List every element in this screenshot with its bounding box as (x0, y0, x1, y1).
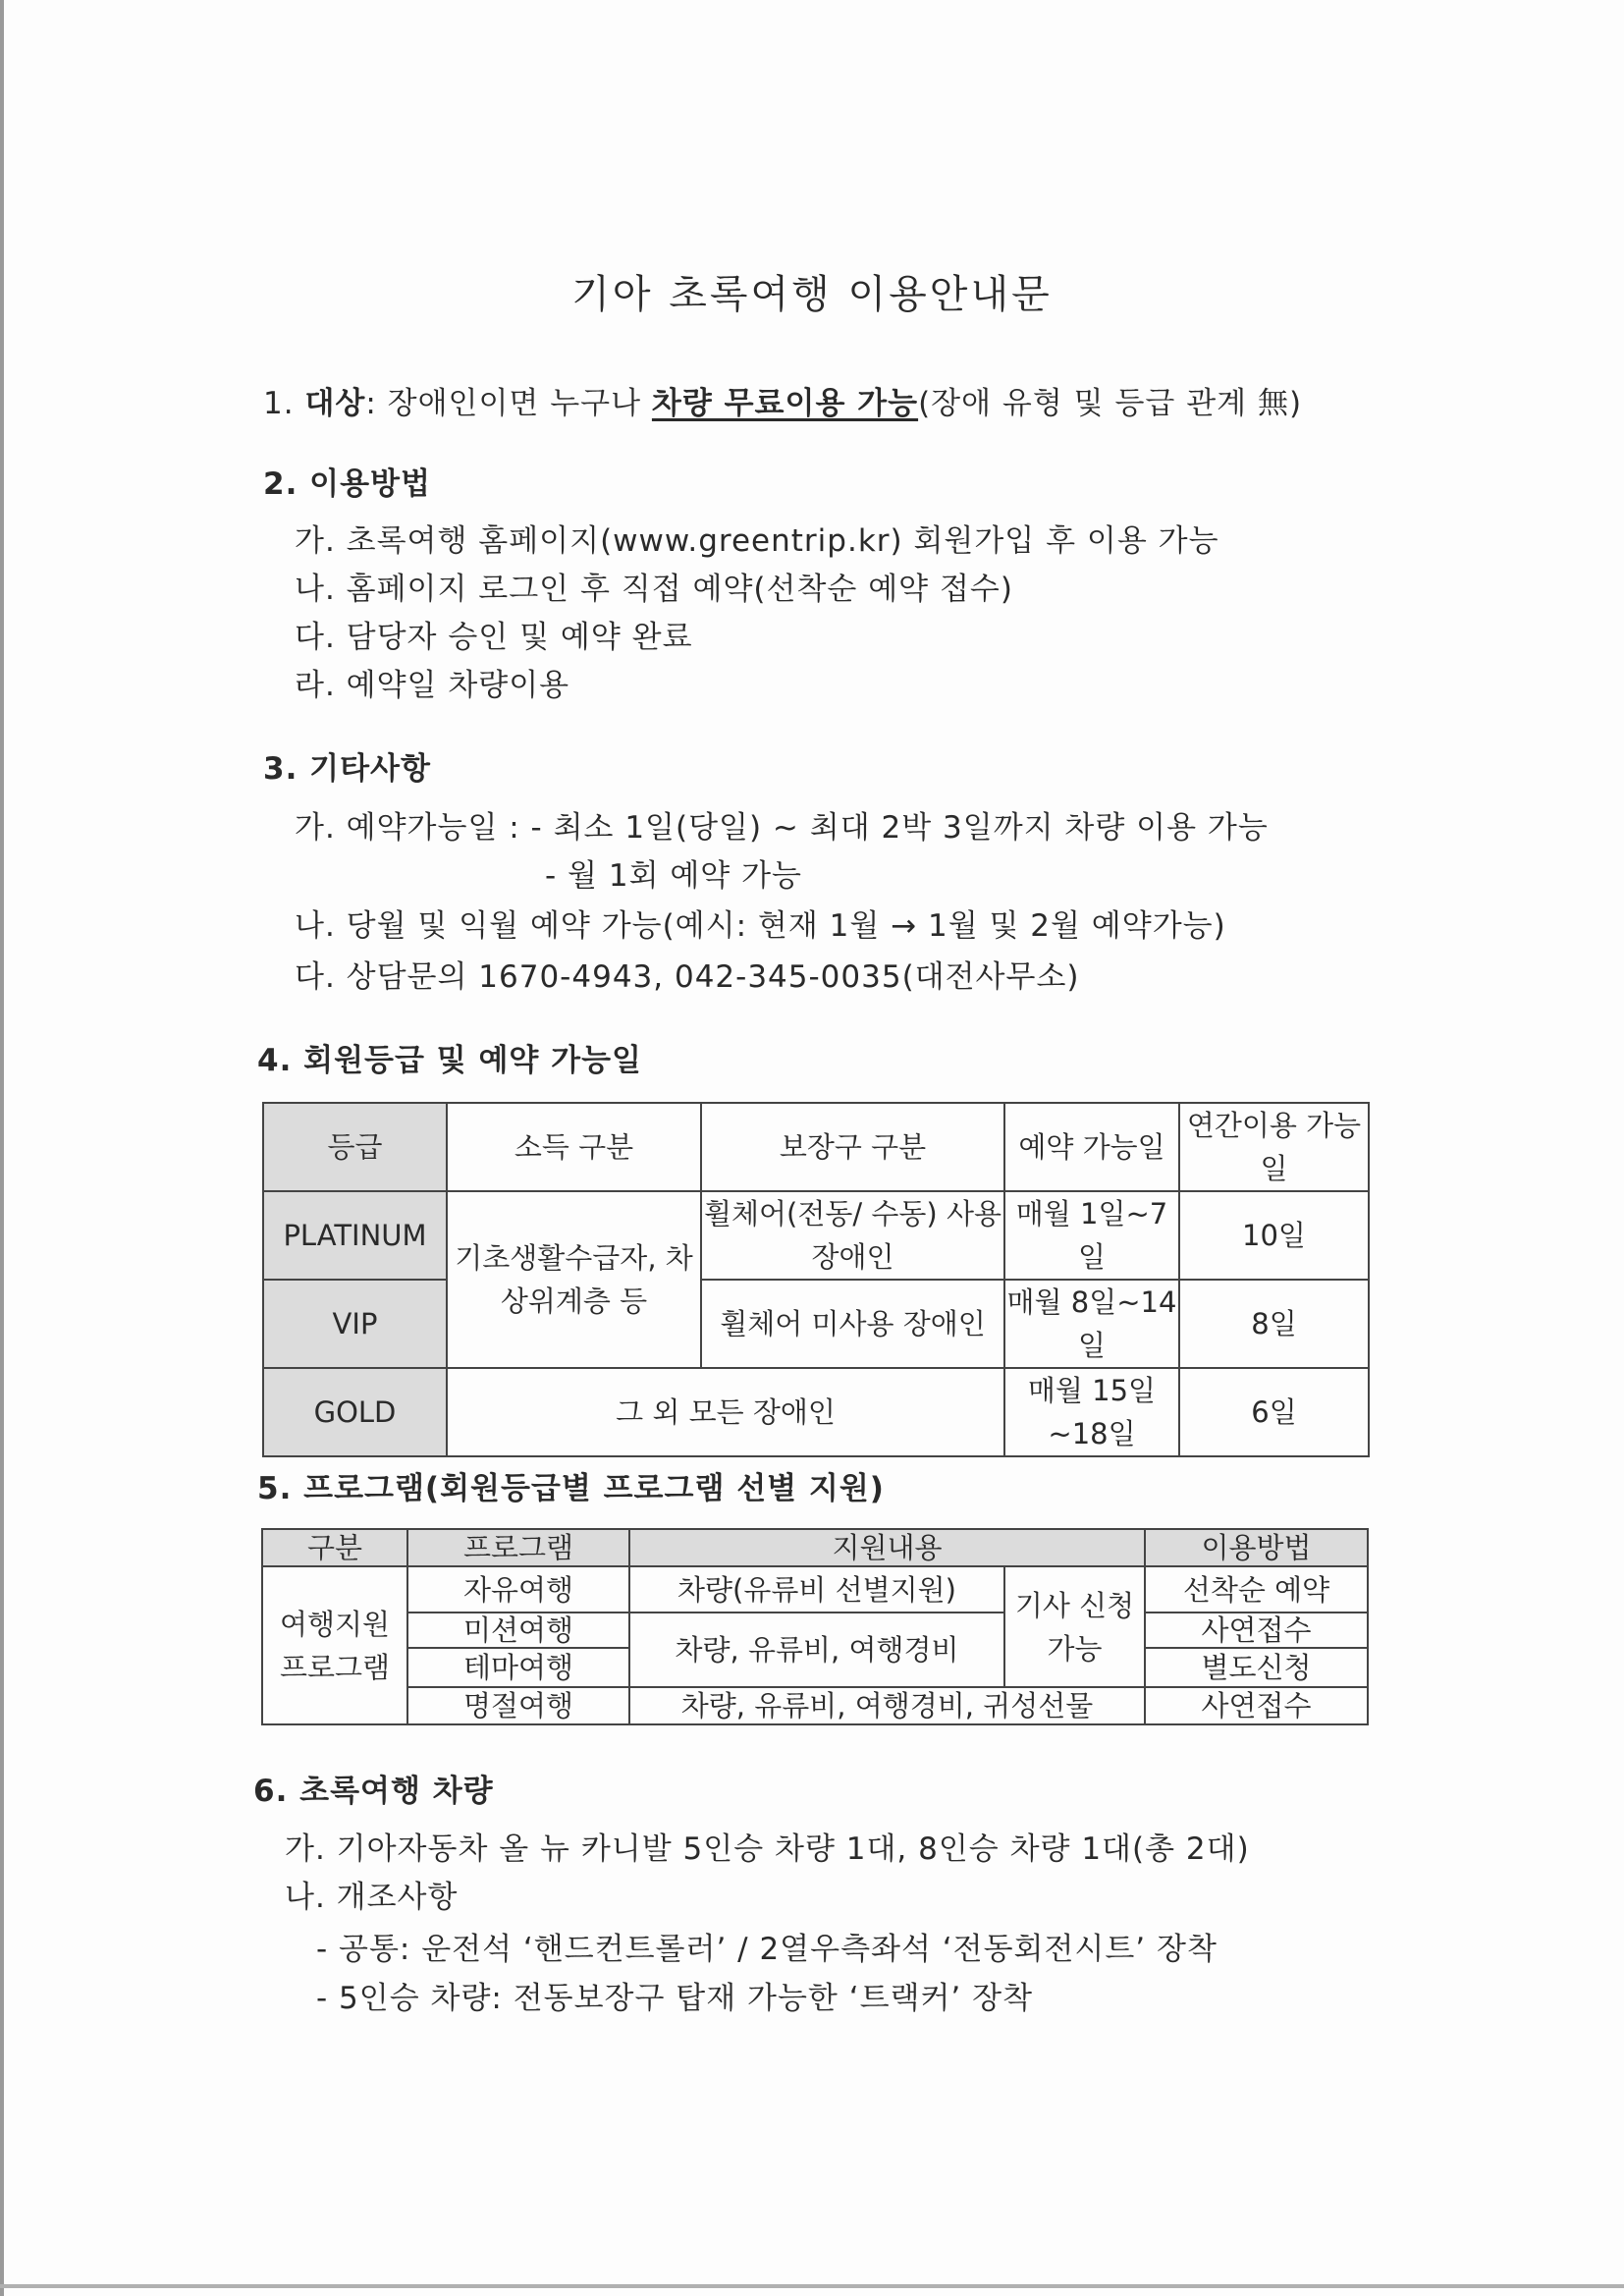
document-title: 기아 초록여행 이용안내문 (571, 272, 1053, 317)
support-cell: 차량, 유류비, 여행경비 (629, 1613, 1004, 1687)
section-2-item: 나. 홈페이지 로그인 후 직접 예약(선착순 예약 접수) (295, 572, 1013, 607)
section-2-item: 가. 초록여행 홈페이지(www.greentrip.kr) 회원가입 후 이용 가능 (295, 523, 1219, 559)
section-3-item: - 월 1회 예약 가능 (545, 858, 803, 894)
header-cell: 지원내용 (629, 1529, 1145, 1566)
period-cell: 매월 8일~14일 (1004, 1280, 1179, 1368)
aid-cell: 휠체어(전동/ 수동) 사용 장애인 (701, 1191, 1004, 1280)
program-cell: 자유여행 (407, 1566, 629, 1613)
table-row (263, 1191, 1369, 1280)
section-3-item: 나. 당월 및 익월 예약 가능(예시: 현재 1월 → 1월 및 2월 예약가능) (295, 908, 1226, 944)
income-cell: 기초생활수급자, 차상위계층 등 (447, 1191, 701, 1368)
annual-cell: 6일 (1179, 1368, 1369, 1456)
section-1-number: 1. (263, 386, 305, 421)
grade-cell: VIP (263, 1280, 447, 1368)
section-6-item: 가. 기아자동차 올 뉴 카니발 5인승 차량 1대, 8인승 차량 1대(총 2대) (285, 1831, 1250, 1867)
grade-cell: PLATINUM (263, 1191, 447, 1280)
annual-cell: 10일 (1179, 1191, 1369, 1280)
category-cell: 여행지원 프로그램 (262, 1566, 407, 1724)
program-table (261, 1528, 1369, 1725)
header-cell: 구분 (262, 1529, 407, 1566)
period-cell: 매월 15일~18일 (1004, 1368, 1179, 1456)
section-3-item: 다. 상담문의 1670-4943, 042-345-0035(대전사무소) (295, 959, 1080, 995)
other-disabled-cell: 그 외 모든 장애인 (447, 1368, 1004, 1456)
table-row (263, 1280, 1369, 1368)
scan-edge-bottom (0, 2284, 1624, 2288)
table-row (262, 1566, 1368, 1613)
program-cell: 명절여행 (407, 1687, 629, 1724)
method-cell: 선착순 예약 (1145, 1566, 1368, 1613)
table-header-row (262, 1529, 1368, 1566)
support-cell: 차량(유류비 선별지원) (629, 1566, 1004, 1613)
section-4-heading: 4. 회원등급 및 예약 가능일 (257, 1043, 642, 1078)
section-1-highlight: 차량 무료이용 가능 (651, 386, 919, 421)
annual-cell: 8일 (1179, 1280, 1369, 1368)
table-row (262, 1687, 1368, 1724)
section-2-item: 라. 예약일 차량이용 (295, 668, 570, 703)
header-cell: 예약 가능일 (1004, 1103, 1179, 1191)
section-6-item: 나. 개조사항 (285, 1880, 459, 1915)
section-1-target (263, 378, 1302, 422)
driver-cell: 기사 신청 가능 (1004, 1566, 1145, 1687)
program-cell: 미션여행 (407, 1613, 629, 1648)
section-2-heading: 2. 이용방법 (263, 466, 431, 502)
header-cell: 프로그램 (407, 1529, 629, 1566)
support-cell: 차량, 유류비, 여행경비, 귀성선물 (629, 1687, 1145, 1724)
scan-edge-left (0, 0, 4, 2296)
section-1-suffix: (장애 유형 및 등급 관계 無) (918, 386, 1303, 421)
table-row (262, 1613, 1368, 1648)
section-6-heading: 6. 초록여행 차량 (253, 1774, 494, 1809)
section-6-item: - 공통: 운전석 ‘핸드컨트롤러’ / 2열우측좌석 ‘전동회전시트’ 장착 (316, 1932, 1218, 1967)
section-3-item: 가. 예약가능일 : - 최소 1일(당일) ~ 최대 2박 3일까지 차량 이용 가능 (295, 810, 1269, 846)
program-cell: 테마여행 (407, 1648, 629, 1687)
section-1-text: : 장애인이면 누구나 (365, 386, 652, 421)
method-cell: 사연접수 (1145, 1687, 1368, 1724)
section-6-item: - 5인승 차량: 전동보장구 탑재 가능한 ‘트랙커’ 장착 (316, 1981, 1034, 2016)
table-row (263, 1368, 1369, 1456)
table-header-row (263, 1103, 1369, 1191)
header-cell: 보장구 구분 (701, 1103, 1004, 1191)
period-cell: 매월 1일~7일 (1004, 1191, 1179, 1280)
section-2-item: 다. 담당자 승인 및 예약 완료 (295, 620, 693, 655)
header-cell: 연간이용 가능일 (1179, 1103, 1369, 1191)
header-cell: 등급 (263, 1103, 447, 1191)
header-cell: 소득 구분 (447, 1103, 701, 1191)
section-3-heading: 3. 기타사항 (263, 751, 431, 787)
method-cell: 별도신청 (1145, 1648, 1368, 1687)
header-cell: 이용방법 (1145, 1529, 1368, 1566)
membership-grade-table (262, 1102, 1370, 1457)
section-1-label: 대상 (304, 386, 366, 421)
section-5-heading: 5. 프로그램(회원등급별 프로그램 선별 지원) (257, 1471, 885, 1506)
grade-cell: GOLD (263, 1368, 447, 1456)
aid-cell: 휠체어 미사용 장애인 (701, 1280, 1004, 1368)
method-cell: 사연접수 (1145, 1613, 1368, 1648)
